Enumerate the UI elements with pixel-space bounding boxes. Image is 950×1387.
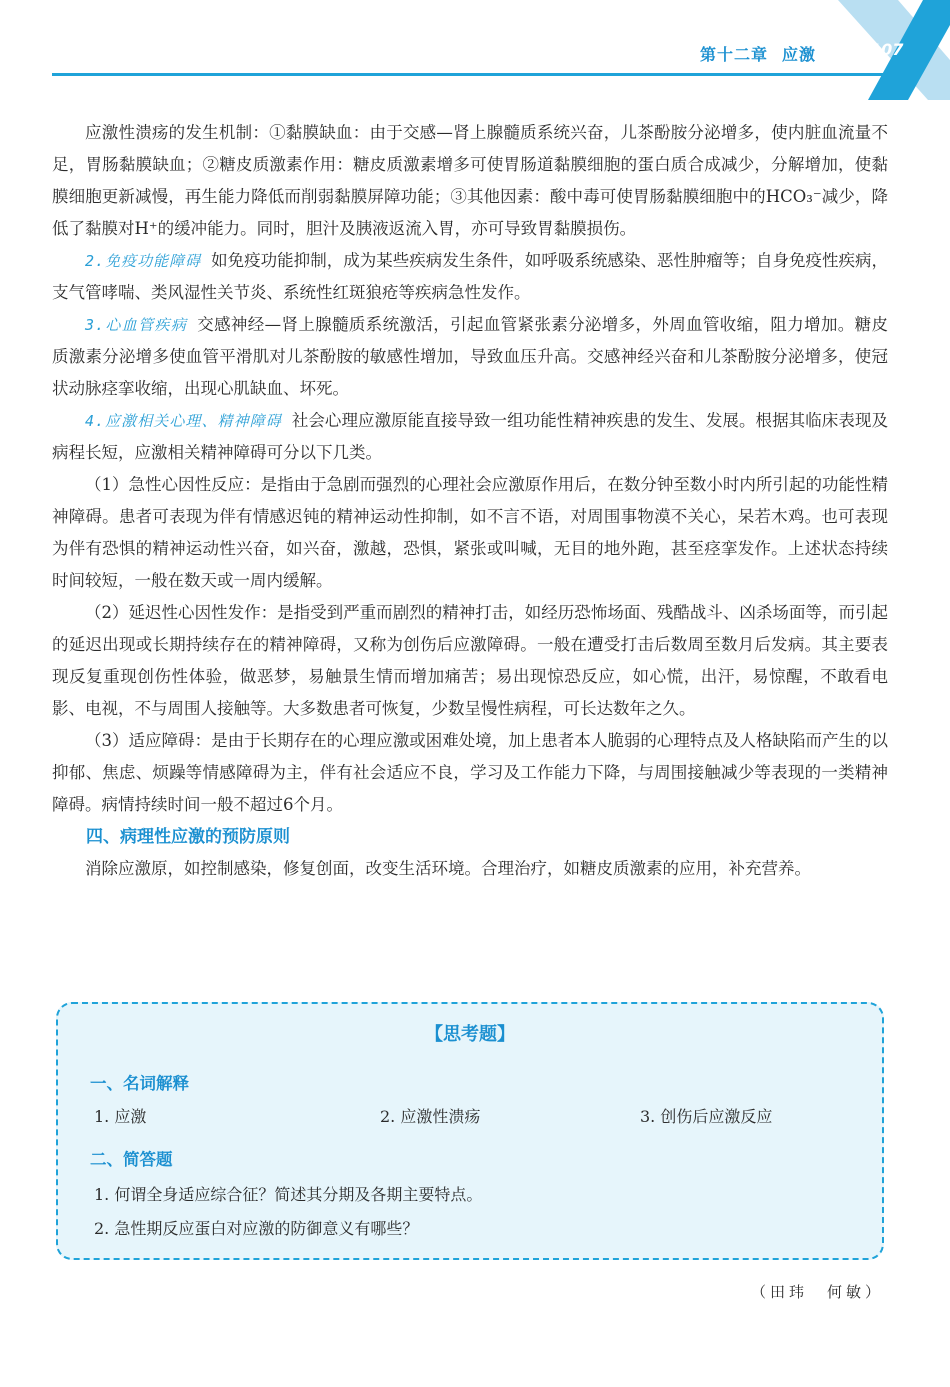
authors: （田玮 何敏）: [750, 1283, 884, 1301]
term-item: 2. 应激性溃疡: [380, 1107, 481, 1126]
text-immune: 如免疫功能抑制，成为某些疾病发生条件，如呼吸系统感染、恶性肿瘤等；自身免疫性疾病，支气管哮喘、类风湿性关节炎、系统性红斑狼疮等疾病急性发作。: [52, 251, 889, 302]
paragraph-cardio: [52, 309, 888, 405]
paragraph-mental: [52, 405, 888, 469]
question-item: 1. 何谓全身适应综合征？简述其分期及各期主要特点。: [94, 1185, 483, 1204]
question-item: 2. 急性期反应蛋白对应激的防御意义有哪些？: [94, 1219, 419, 1238]
lead-immune: 2.免疫功能障碍: [85, 252, 202, 270]
paragraph-acute: （1）急性心因性反应：是指由于急剧而强烈的心理社会应激原作用后，在数分钟至数小时内所引起的功能性精神障碍。患者可表现为伴有情感迟钝的精神运动性抑制，如不言不语，对周围事物漠不关心，呆若木鸡。也可表现为伴有恐惧的精神运动性兴奋，如兴奋，激越，恐惧，紧张或叫喊，无目的地外跑，甚至痉挛发作。上述状态持续时间较短，一般在数天或一周内缓解。: [52, 475, 888, 590]
chapter-label: [700, 42, 830, 65]
page-number: 107: [870, 40, 904, 59]
terms-heading: 一、名词解释: [90, 1074, 189, 1093]
section-title-prevention: 四、病理性应激的预防原则: [86, 827, 290, 847]
chapter-title: 应激: [782, 45, 817, 64]
lead-mental: 4.应激相关心理、精神障碍: [85, 412, 282, 430]
paragraph-delayed: （2）延迟性心因性发作：是指受到严重而剧烈的精神打击，如经历恐怖场面、残酷战斗、凶杀场面等，而引起的延迟出现或长期持续存在的精神障碍，又称为创伤后应激障碍。一般在遭受打击后数周至数月后发病。其主要表现反复重现创伤性体验，做恶梦，易触景生情而增加痛苦；易出现惊恐反应，如心慌，出汗，易惊醒，不敢看电影、电视，不与周围人接触等。大多数患者可恢复，少数呈慢性病程，可长达数年之久。: [52, 603, 888, 718]
term-item: 1. 应激: [94, 1107, 147, 1126]
text-mental: 社会心理应激原能直接导致一组功能性精神疾患的发生、发展。根据其临床表现及病程长短，应激相关精神障碍可分以下几类。: [52, 411, 888, 462]
paragraph-adjustment: （3）适应障碍：是由于长期存在的心理应激或困难处境，加上患者本人脆弱的心理特点及人格缺陷而产生的以抑郁、焦虑、烦躁等情感障碍为主，伴有社会适应不良，学习及工作能力下降，与周围接触减少等表现的一类精神障碍。病情持续时间一般不超过6个月。: [52, 731, 888, 814]
header-rule: [52, 73, 892, 76]
text-cardio: 交感神经—肾上腺髓质系统激活，引起血管紧张素分泌增多，外周血管收缩，阻力增加。糖皮质激素分泌增多使血管平滑肌对儿茶酚胺的敏感性增加，导致血压升高。交感神经兴奋和儿茶酚胺分泌增多，使冠状动脉痉挛收缩，出现心肌缺血、坏死。: [52, 315, 889, 398]
paragraph-stress-ulcer: 应激性溃疡的发生机制：①黏膜缺血：由于交感—肾上腺髓质系统兴奋，儿茶酚胺分泌增多，使内脏血流量不足，胃肠黏膜缺血；②糖皮质激素作用：糖皮质激素增多可使胃肠道黏膜细胞的蛋白质合成减少，分解增加，使黏膜细胞更新减慢，再生能力降低而削弱黏膜屏障功能；③其他因素：酸中毒可使胃肠黏膜细胞中的HCO₃⁻减少，降低了黏膜对H⁺的缓冲能力。同时，胆汁及胰液返流入胃，亦可导致胃黏膜损伤。: [52, 123, 888, 238]
paragraph-immune: [52, 245, 888, 309]
lead-cardio: 3.心血管疾病: [85, 316, 188, 334]
think-box-title: 【思考题】: [425, 1024, 515, 1045]
questions-heading: 二、简答题: [90, 1150, 173, 1169]
chapter-number: 第十二章: [700, 45, 769, 64]
think-questions-box: [56, 1002, 884, 1260]
term-item: 3. 创伤后应激反应: [640, 1107, 773, 1126]
paragraph-prevention: 消除应激原，如控制感染，修复创面，改变生活环境。合理治疗，如糖皮质激素的应用，补充营养。: [85, 859, 811, 878]
body-text: [52, 117, 888, 885]
